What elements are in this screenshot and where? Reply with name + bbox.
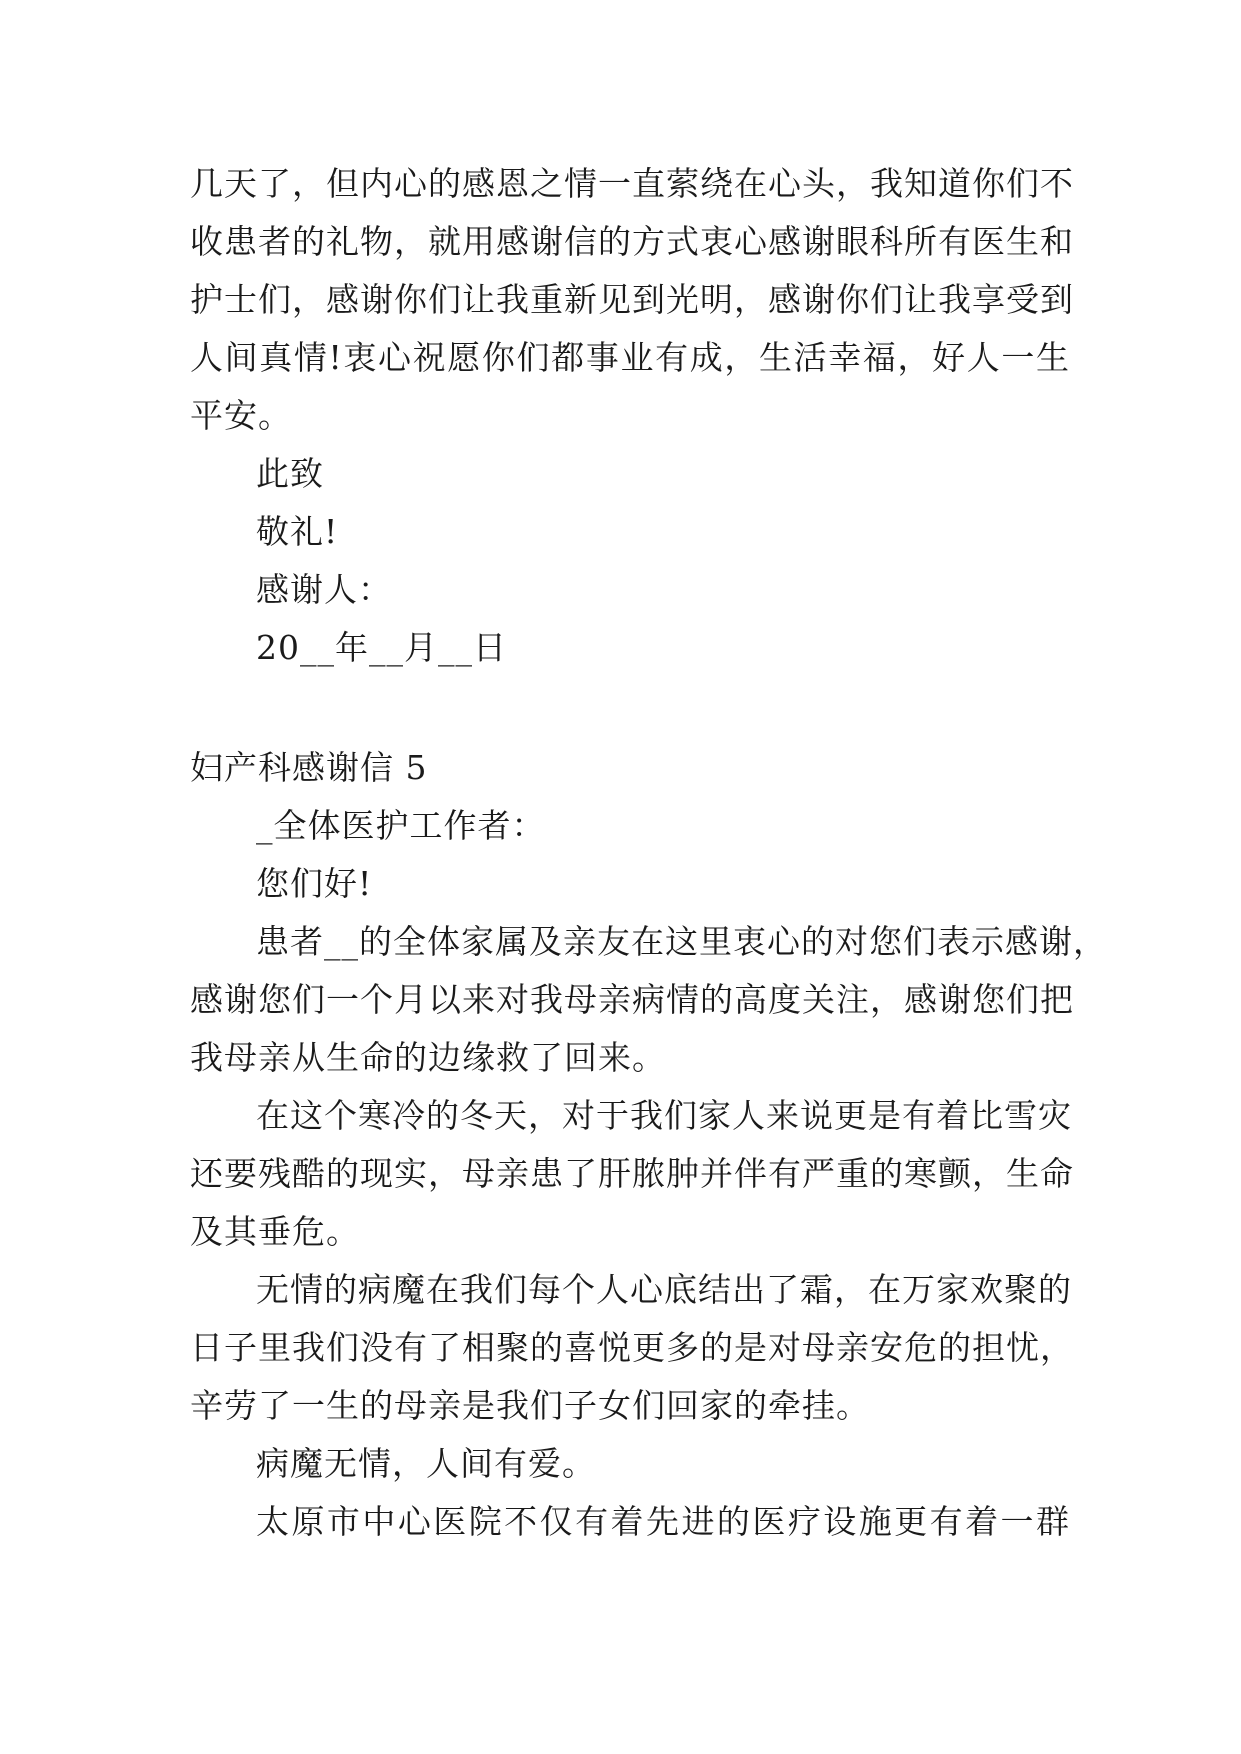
closing-jing-li: 敬礼! (256, 512, 339, 551)
closing-date: 20__年__月__日 (256, 628, 507, 667)
body-text-line: 人间真情!衷心祝愿你们都事业有成，生活幸福，好人一生 (190, 338, 1070, 377)
closing-ci-zhi: 此致 (256, 454, 324, 493)
paragraph-line: 及其垂危。 (190, 1212, 360, 1251)
greeting: 您们好! (256, 864, 373, 903)
body-text-line: 平安。 (190, 396, 292, 435)
paragraph-line: 太原市中心医院不仅有着先进的医疗设施更有着一群 (256, 1502, 1070, 1541)
section-title: 妇产科感谢信 5 (190, 748, 428, 787)
paragraph-line: 患者__的全体家属及亲友在这里衷心的对您们表示感谢， (256, 922, 1107, 961)
paragraph-line: 还要残酷的现实，母亲患了肝脓肿并伴有严重的寒颤，生命 (190, 1154, 1074, 1193)
paragraph-line: 在这个寒冷的冬天，对于我们家人来说更是有着比雪灾 (256, 1096, 1072, 1135)
paragraph-line: 病魔无情，人间有爱。 (256, 1444, 596, 1483)
body-text-line: 收患者的礼物，就用感谢信的方式衷心感谢眼科所有医生和 (190, 222, 1074, 261)
body-text-line: 护士们，感谢你们让我重新见到光明，感谢你们让我享受到 (190, 280, 1074, 319)
paragraph-line: 辛劳了一生的母亲是我们子女们回家的牵挂。 (190, 1386, 870, 1425)
paragraph-line: 我母亲从生命的边缘救了回来。 (190, 1038, 666, 1077)
paragraph-line: 感谢您们一个月以来对我母亲病情的高度关注，感谢您们把 (190, 980, 1074, 1019)
body-text-line: 几天了，但内心的感恩之情一直萦绕在心头，我知道你们不 (190, 164, 1074, 203)
paragraph-line: 日子里我们没有了相聚的喜悦更多的是对母亲安危的担忧， (190, 1328, 1074, 1367)
paragraph-line: 无情的病魔在我们每个人心底结出了霜，在万家欢聚的 (256, 1270, 1072, 1309)
closing-signer: 感谢人： (256, 570, 392, 609)
salutation: _全体医护工作者： (256, 806, 546, 845)
